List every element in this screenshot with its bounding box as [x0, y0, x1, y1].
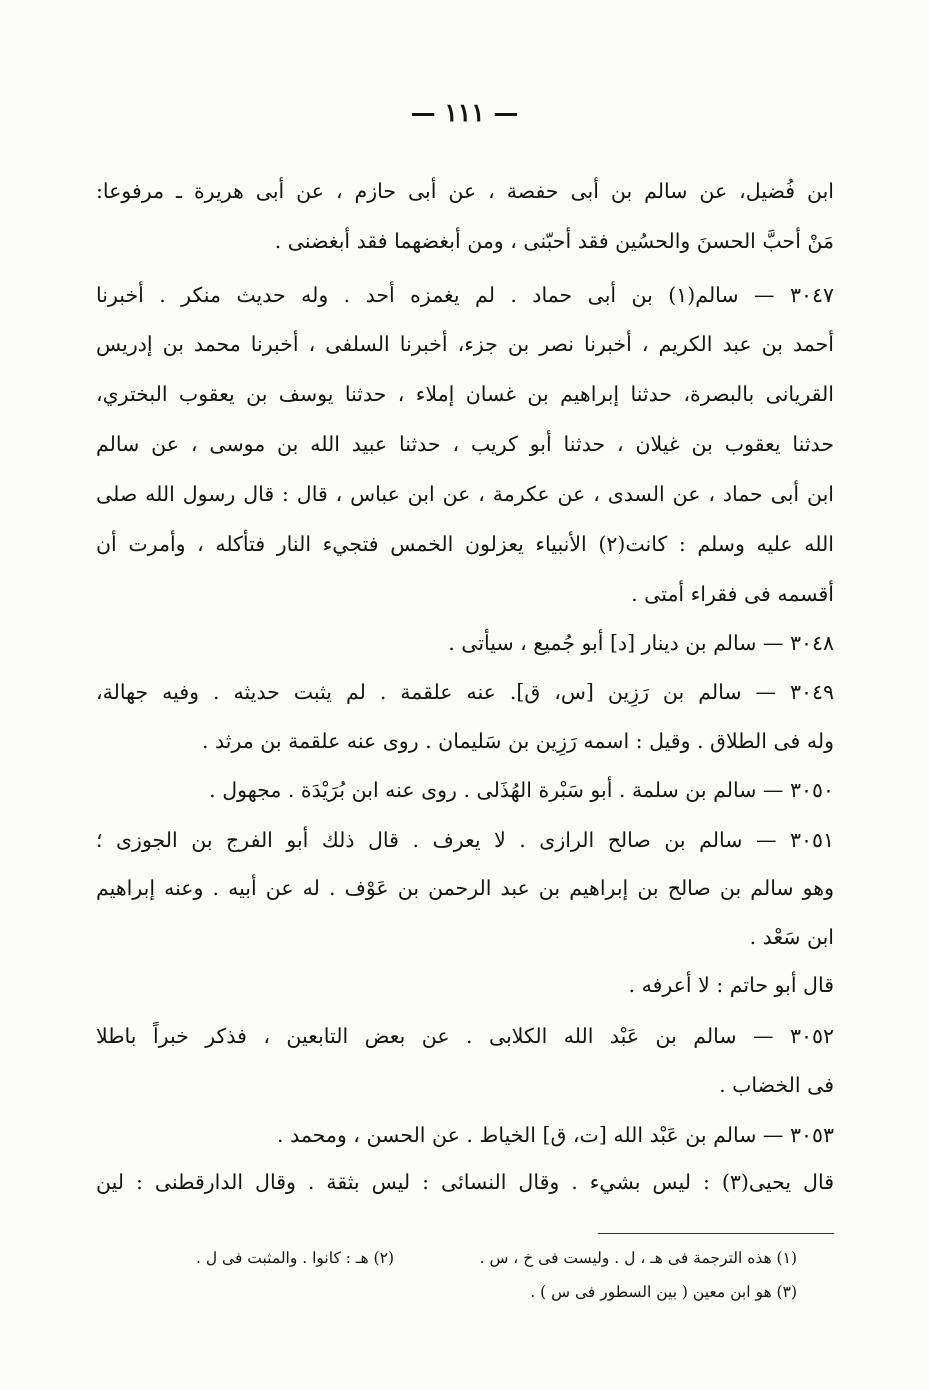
text-line: وله فى الطلاق . وقيل : اسمه رَزِين بن سَليمان . روى عنه علقمة بن مرثد .	[201, 729, 834, 753]
text-line: وهو سالم بن صالح بن إبراهيم بن عبد الرحمن بن عَوْف . له عن أبيه . وعنه إبراهيم	[96, 876, 834, 900]
text-line: ابن سَعْد .	[749, 925, 834, 949]
entry-3053: ٣٠٥٣ — سالم بن عَبْد الله [ت، ق] الخياط . عن الحسن ، ومحمد .	[277, 1123, 834, 1147]
entry-3052: ٣٠٥٢ — سالم بن عَبْد الله الكلابى . عن بعض التابعين ، فذكر خبراً باطلا	[96, 1024, 834, 1048]
text-line: مَنْ أحبَّ الحسنَ والحسُين فقد أحبّنى ، ومن أبغضهما فقد أبغضنى .	[274, 229, 834, 253]
text-line: أقسمه فى فقراء أمتى .	[631, 582, 834, 606]
text-line: قال أبو حاتم : لا أعرفه .	[628, 973, 834, 997]
entry-3048: ٣٠٤٨ — سالم بن دينار [د] أبو جُميع ، سيأتى .	[448, 631, 834, 655]
text-line: ابن أبى حماد ، عن السدى ، عن عكرمة ، عن ابن عباس ، قال : قال رسول الله صلى	[96, 482, 834, 506]
page-number: — ١١١ —	[410, 98, 519, 127]
footnote-2: (٢) هـ : كانوا . والمثبت فى ل .	[195, 1249, 394, 1267]
entry-3049: ٣٠٤٩ — سالم بن رَزِين [س، ق]. عنه علقمة . لم يثبت حديثه . وفيه جهالة،	[96, 680, 834, 704]
footnote-1: (١) هذه الترجمة فى هـ ، ل . وليست فى خ ، س .	[479, 1249, 797, 1267]
entry-3050: ٣٠٥٠ — سالم بن سلمة . أبو سَبْرة الهُذَلى . روى عنه ابن بُرَيْدَة . مجهول .	[209, 778, 834, 802]
footnote-3: (٣) هو ابن معين ( بين السطور فى س ) .	[530, 1283, 797, 1301]
text-line: فى الخضاب .	[719, 1073, 834, 1097]
entry-3051: ٣٠٥١ — سالم بن صالح الرازى . لا يعرف . قال ذلك أبو الفرج بن الجوزى ؛	[96, 828, 834, 852]
text-line: قال يحيى(٣) : ليس بشيء . وقال النسائى : ليس بثقة . وقال الدارقطنى : لين	[96, 1170, 834, 1194]
text-line: الله عليه وسلم : كانت(٢) الأنبياء يعزلون الخمس فتجيء النار فتأكله ، وأمرت أن	[96, 532, 834, 556]
footnote-divider	[598, 1233, 834, 1234]
text-line: أحمد بن عبد الكريم ، أخبرنا نصر بن جزء، أخبرنا السلفى ، أخبرنا محمد بن إدريس	[96, 332, 834, 356]
text-line: ابن فُضيل، عن سالم بن أبى حفصة ، عن أبى حازم ، عن أبى هريرة ـ مرفوعا:	[96, 179, 834, 203]
text-line: القريانى بالبصرة، حدثنا إبراهيم بن غسان إملاء ، حدثنا يوسف بن يعقوب البختري،	[96, 382, 834, 406]
text-line: حدثنا يعقوب بن غيلان ، حدثنا أبو كريب ، حدثنا عبيد الله بن موسى ، عن سالم	[96, 432, 834, 456]
entry-3047: ٣٠٤٧ — سالم(١) بن أبى حماد . لم يغمزه أحد . وله حديث منكر . أخبرنا	[96, 283, 834, 307]
